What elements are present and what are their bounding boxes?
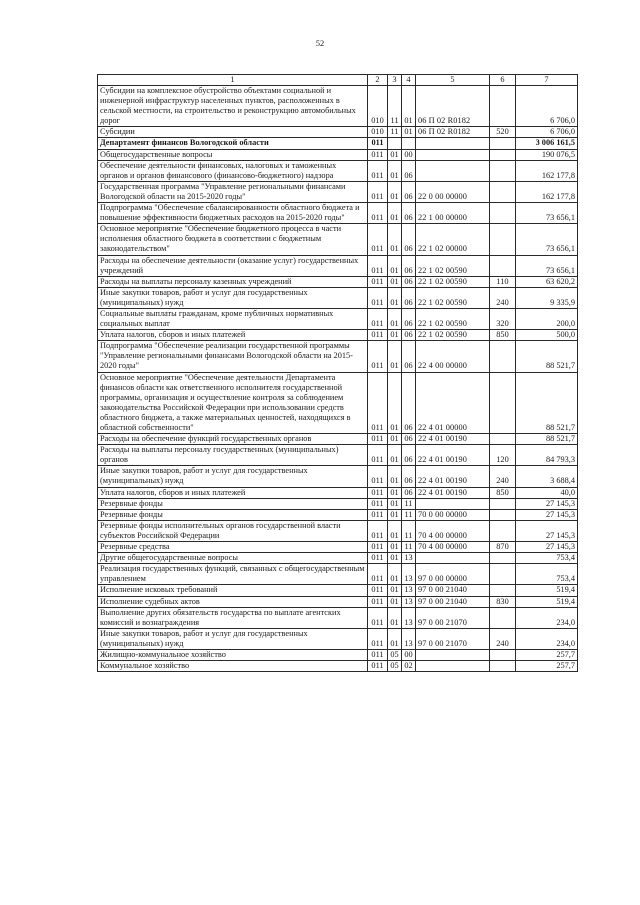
table-row (98, 445, 578, 466)
row-expense-type: 110 (490, 276, 516, 287)
row-amount: 162 177,8 (516, 181, 578, 202)
row-amount: 73 656,1 (516, 255, 578, 276)
row-section-code: 01 (388, 203, 402, 224)
row-expense-type: 240 (490, 466, 516, 487)
row-expense-type: 850 (490, 330, 516, 341)
row-name: Резервные фонды (98, 498, 368, 509)
row-target-article: 70 4 00 00000 (416, 542, 490, 553)
row-amount: 234,0 (516, 628, 578, 649)
row-expense-type (490, 138, 516, 149)
table-row (98, 372, 578, 434)
row-subsection-code: 06 (402, 487, 416, 498)
row-subsection-code: 13 (402, 553, 416, 564)
row-target-article: 22 4 01 00190 (416, 445, 490, 466)
row-section-code: 01 (388, 596, 402, 607)
row-amount: 84 793,3 (516, 445, 578, 466)
row-expense-type: 240 (490, 628, 516, 649)
row-section-code: 01 (388, 487, 402, 498)
row-target-article: 70 4 00 00000 (416, 520, 490, 541)
row-target-article: 22 0 00 00000 (416, 181, 490, 202)
row-name: Исполнение судебных актов (98, 596, 368, 607)
table-row (98, 181, 578, 202)
table-row (98, 466, 578, 487)
row-target-article: 22 4 01 00190 (416, 466, 490, 487)
row-section-code: 01 (388, 160, 402, 181)
row-section-code: 05 (388, 661, 402, 672)
table-row (98, 434, 578, 445)
row-subsection-code: 06 (402, 330, 416, 341)
row-subsection-code: 06 (402, 341, 416, 372)
row-amount: 500,0 (516, 330, 578, 341)
row-expense-type: 120 (490, 445, 516, 466)
row-target-article: 22 1 02 00590 (416, 308, 490, 329)
row-name: Расходы на выплаты персоналу казенных учреждений (98, 276, 368, 287)
row-target-article (416, 498, 490, 509)
row-target-article: 22 1 02 00590 (416, 287, 490, 308)
row-amount: 63 620,2 (516, 276, 578, 287)
row-expense-type (490, 649, 516, 660)
row-subsection-code: 06 (402, 160, 416, 181)
row-section-code: 01 (388, 564, 402, 585)
row-expense-type (490, 661, 516, 672)
table-row (98, 127, 578, 138)
row-section-code: 11 (388, 127, 402, 138)
row-grbs-code: 010 (368, 127, 388, 138)
row-target-article (416, 160, 490, 181)
row-section-code: 01 (388, 149, 402, 160)
row-name: Коммунальное хозяйство (98, 661, 368, 672)
row-subsection-code: 11 (402, 542, 416, 553)
table-row (98, 596, 578, 607)
table-row (98, 520, 578, 541)
row-section-code: 01 (388, 308, 402, 329)
row-subsection-code: 01 (402, 86, 416, 127)
row-name: Уплата налогов, сборов и иных платежей (98, 487, 368, 498)
row-target-article: 70 0 00 00000 (416, 509, 490, 520)
row-name: Исполнение исковых требований (98, 585, 368, 596)
row-target-article: 06 П 02 R0182 (416, 86, 490, 127)
table-row (98, 203, 578, 224)
row-subsection-code: 13 (402, 596, 416, 607)
row-target-article: 22 1 02 00590 (416, 255, 490, 276)
row-amount: 27 145,3 (516, 498, 578, 509)
page-number: 52 (315, 38, 325, 48)
row-subsection-code: 06 (402, 181, 416, 202)
row-name: Резервные фонды исполнительных органов государственной власти субъектов Российской Федерации (98, 520, 368, 541)
row-target-article: 22 4 01 00000 (416, 372, 490, 434)
row-subsection-code: 11 (402, 509, 416, 520)
table-body (98, 86, 578, 672)
table-row (98, 86, 578, 127)
budget-table (97, 74, 578, 672)
row-amount: 234,0 (516, 607, 578, 628)
row-grbs-code: 011 (368, 498, 388, 509)
row-name: Иные закупки товаров, работ и услуг для государственных (муниципальных) нужд (98, 628, 368, 649)
row-name: Расходы на обеспечение функций государственных органов (98, 434, 368, 445)
row-expense-type: 870 (490, 542, 516, 553)
row-target-article: 97 0 00 00000 (416, 564, 490, 585)
row-name: Субсидии на комплексное обустройство объектами социальной и инженерной инфраструктур населенных пунктов, расположенных в сельской местности, на строительство и реконструкцию автомобильных дорог (98, 86, 368, 127)
row-amount: 40,0 (516, 487, 578, 498)
row-target-article: 22 1 02 00590 (416, 330, 490, 341)
row-section-code: 01 (388, 466, 402, 487)
row-amount: 27 145,3 (516, 542, 578, 553)
table-row (98, 341, 578, 372)
row-grbs-code: 011 (368, 649, 388, 660)
row-section-code: 01 (388, 445, 402, 466)
row-amount: 9 335,9 (516, 287, 578, 308)
row-name: Иные закупки товаров, работ и услуг для государственных (муниципальных) нужд (98, 287, 368, 308)
row-name: Выполнение других обязательств государства по выплате агентских комиссий и вознаграждения (98, 607, 368, 628)
row-amount: 3 006 161,5 (516, 138, 578, 149)
row-name: Расходы на выплаты персоналу государственных (муниципальных) органов (98, 445, 368, 466)
table-row (98, 224, 578, 255)
row-name: Общегосударственные вопросы (98, 149, 368, 160)
row-name: Другие общегосударственные вопросы (98, 553, 368, 564)
header-cell: 7 (516, 75, 578, 86)
row-subsection-code: 06 (402, 445, 416, 466)
row-target-article (416, 553, 490, 564)
row-section-code: 05 (388, 649, 402, 660)
row-amount: 200,0 (516, 308, 578, 329)
row-grbs-code: 011 (368, 596, 388, 607)
table-row (98, 160, 578, 181)
row-amount: 162 177,8 (516, 160, 578, 181)
table-row (98, 509, 578, 520)
row-target-article: 22 4 01 00190 (416, 487, 490, 498)
table-row (98, 149, 578, 160)
row-grbs-code: 011 (368, 628, 388, 649)
row-section-code: 01 (388, 341, 402, 372)
table-row (98, 330, 578, 341)
row-section-code: 01 (388, 585, 402, 596)
row-name: Департамент финансов Вологодской области (98, 138, 368, 149)
row-subsection-code: 06 (402, 276, 416, 287)
row-expense-type (490, 203, 516, 224)
row-grbs-code: 011 (368, 466, 388, 487)
row-grbs-code: 011 (368, 330, 388, 341)
row-expense-type (490, 564, 516, 585)
row-expense-type (490, 607, 516, 628)
row-subsection-code: 02 (402, 661, 416, 672)
row-amount: 753,4 (516, 564, 578, 585)
row-name: Основное мероприятие "Обеспечение деятельности Департамента финансов области как ответственного исполнителя государственной программы, организация и осуществление контроля за соблюдением законодательства Российской Федерации при использовании средств областного бюджета, а также материальных ценностей, находящихся в областной собственности" (98, 372, 368, 434)
row-grbs-code: 011 (368, 276, 388, 287)
row-section-code (388, 138, 402, 149)
row-section-code: 01 (388, 255, 402, 276)
table-row (98, 553, 578, 564)
row-expense-type (490, 585, 516, 596)
row-subsection-code: 01 (402, 127, 416, 138)
row-expense-type (490, 181, 516, 202)
table-row (98, 276, 578, 287)
row-expense-type (490, 509, 516, 520)
row-expense-type (490, 372, 516, 434)
row-expense-type: 520 (490, 127, 516, 138)
row-section-code: 01 (388, 330, 402, 341)
row-expense-type (490, 520, 516, 541)
row-subsection-code: 06 (402, 287, 416, 308)
row-grbs-code: 011 (368, 149, 388, 160)
row-target-article: 22 1 02 00000 (416, 224, 490, 255)
row-section-code: 01 (388, 509, 402, 520)
row-grbs-code: 011 (368, 341, 388, 372)
row-amount: 73 656,1 (516, 224, 578, 255)
row-subsection-code: 11 (402, 520, 416, 541)
row-amount: 6 706,0 (516, 86, 578, 127)
row-amount: 753,4 (516, 553, 578, 564)
row-subsection-code: 06 (402, 372, 416, 434)
row-expense-type: 240 (490, 287, 516, 308)
row-target-article: 06 П 02 R0182 (416, 127, 490, 138)
row-section-code: 01 (388, 224, 402, 255)
row-name: Резервные фонды (98, 509, 368, 520)
row-amount: 519,4 (516, 596, 578, 607)
table-row (98, 487, 578, 498)
row-subsection-code: 06 (402, 308, 416, 329)
row-amount: 3 688,4 (516, 466, 578, 487)
row-grbs-code: 011 (368, 224, 388, 255)
row-subsection-code: 06 (402, 466, 416, 487)
row-expense-type (490, 553, 516, 564)
row-subsection-code (402, 138, 416, 149)
row-grbs-code: 011 (368, 487, 388, 498)
row-subsection-code: 06 (402, 255, 416, 276)
row-name: Государственная программа "Управление региональными финансами Вологодской области на 2015-2020 годы" (98, 181, 368, 202)
row-subsection-code: 00 (402, 649, 416, 660)
row-grbs-code: 011 (368, 509, 388, 520)
row-expense-type (490, 255, 516, 276)
row-grbs-code: 011 (368, 661, 388, 672)
row-grbs-code: 011 (368, 160, 388, 181)
row-name: Подпрограмма "Обеспечение сбалансированности областного бюджета и повышение эффективности бюджетных расходов на 2015-2020 годы" (98, 203, 368, 224)
row-expense-type (490, 86, 516, 127)
row-grbs-code: 011 (368, 585, 388, 596)
row-subsection-code: 06 (402, 434, 416, 445)
row-section-code: 01 (388, 276, 402, 287)
row-amount: 88 521,7 (516, 372, 578, 434)
row-grbs-code: 011 (368, 434, 388, 445)
row-expense-type (490, 160, 516, 181)
row-target-article: 22 4 00 00000 (416, 341, 490, 372)
table-row (98, 542, 578, 553)
row-section-code: 01 (388, 287, 402, 308)
row-expense-type: 830 (490, 596, 516, 607)
table-row (98, 564, 578, 585)
row-amount: 257,7 (516, 649, 578, 660)
row-target-article: 97 0 00 21070 (416, 607, 490, 628)
row-target-article: 97 0 00 21040 (416, 585, 490, 596)
row-section-code: 01 (388, 520, 402, 541)
row-subsection-code: 13 (402, 585, 416, 596)
row-grbs-code: 011 (368, 607, 388, 628)
row-amount: 27 145,3 (516, 520, 578, 541)
row-section-code: 01 (388, 181, 402, 202)
row-section-code: 01 (388, 542, 402, 553)
header-cell: 5 (416, 75, 490, 86)
row-name: Уплата налогов, сборов и иных платежей (98, 330, 368, 341)
table-row (98, 498, 578, 509)
row-expense-type: 320 (490, 308, 516, 329)
row-name: Субсидии (98, 127, 368, 138)
table-row (98, 255, 578, 276)
row-subsection-code: 13 (402, 607, 416, 628)
row-amount: 73 656,1 (516, 203, 578, 224)
row-target-article (416, 138, 490, 149)
row-name: Основное мероприятие "Обеспечение бюджетного процесса в части исполнения областного бюджета в соответствии с бюджетным законодательством" (98, 224, 368, 255)
row-grbs-code: 011 (368, 287, 388, 308)
row-subsection-code: 11 (402, 498, 416, 509)
table-row (98, 585, 578, 596)
row-name: Реализация государственных функций, связанных с общегосударственным управлением (98, 564, 368, 585)
header-cell: 1 (98, 75, 368, 86)
row-section-code: 01 (388, 372, 402, 434)
row-grbs-code: 011 (368, 553, 388, 564)
row-grbs-code: 010 (368, 86, 388, 127)
table-row (98, 308, 578, 329)
row-target-article: 97 0 00 21040 (416, 596, 490, 607)
row-grbs-code: 011 (368, 138, 388, 149)
row-grbs-code: 011 (368, 372, 388, 434)
row-name: Резервные средства (98, 542, 368, 553)
row-target-article (416, 649, 490, 660)
row-amount: 88 521,7 (516, 341, 578, 372)
row-section-code: 01 (388, 498, 402, 509)
row-subsection-code: 06 (402, 224, 416, 255)
row-amount: 27 145,3 (516, 509, 578, 520)
row-grbs-code: 011 (368, 520, 388, 541)
header-row (98, 75, 578, 86)
row-subsection-code: 13 (402, 628, 416, 649)
table-row (98, 287, 578, 308)
row-amount: 88 521,7 (516, 434, 578, 445)
table-row (98, 628, 578, 649)
row-target-article: 97 0 00 21070 (416, 628, 490, 649)
row-target-article: 22 1 00 00000 (416, 203, 490, 224)
header-cell: 2 (368, 75, 388, 86)
row-expense-type (490, 224, 516, 255)
row-expense-type (490, 498, 516, 509)
row-amount: 257,7 (516, 661, 578, 672)
row-name: Подпрограмма "Обеспечение реализации государственной программы "Управление региональными финансами Вологодской области на 2015-2020 годы" (98, 341, 368, 372)
table-row (98, 138, 578, 149)
row-expense-type (490, 341, 516, 372)
row-grbs-code: 011 (368, 445, 388, 466)
row-target-article (416, 149, 490, 160)
row-name: Жилищно-коммунальное хозяйство (98, 649, 368, 660)
row-target-article: 22 1 02 00590 (416, 276, 490, 287)
row-subsection-code: 00 (402, 149, 416, 160)
row-grbs-code: 011 (368, 203, 388, 224)
row-amount: 519,4 (516, 585, 578, 596)
table-row (98, 661, 578, 672)
row-target-article: 22 4 01 00190 (416, 434, 490, 445)
row-subsection-code: 06 (402, 203, 416, 224)
row-name: Социальные выплаты гражданам, кроме публичных нормативных социальных выплат (98, 308, 368, 329)
header-cell: 4 (402, 75, 416, 86)
row-name: Иные закупки товаров, работ и услуг для государственных (муниципальных) нужд (98, 466, 368, 487)
row-expense-type (490, 149, 516, 160)
row-section-code: 01 (388, 434, 402, 445)
header-cell: 6 (490, 75, 516, 86)
row-subsection-code: 13 (402, 564, 416, 585)
row-name: Расходы на обеспечение деятельности (оказание услуг) государственных учреждений (98, 255, 368, 276)
row-section-code: 01 (388, 553, 402, 564)
row-amount: 6 706,0 (516, 127, 578, 138)
row-grbs-code: 011 (368, 542, 388, 553)
table-row (98, 649, 578, 660)
header-cell: 3 (388, 75, 402, 86)
row-grbs-code: 011 (368, 564, 388, 585)
table-row (98, 607, 578, 628)
row-expense-type: 850 (490, 487, 516, 498)
row-expense-type (490, 434, 516, 445)
row-target-article (416, 661, 490, 672)
row-section-code: 01 (388, 628, 402, 649)
row-grbs-code: 011 (368, 181, 388, 202)
row-grbs-code: 011 (368, 255, 388, 276)
row-section-code: 01 (388, 607, 402, 628)
row-name: Обеспечение деятельности финансовых, налоговых и таможенных органов и органов финансового (финансово-бюджетного) надзора (98, 160, 368, 181)
row-section-code: 11 (388, 86, 402, 127)
row-grbs-code: 011 (368, 308, 388, 329)
row-amount: 190 076,5 (516, 149, 578, 160)
